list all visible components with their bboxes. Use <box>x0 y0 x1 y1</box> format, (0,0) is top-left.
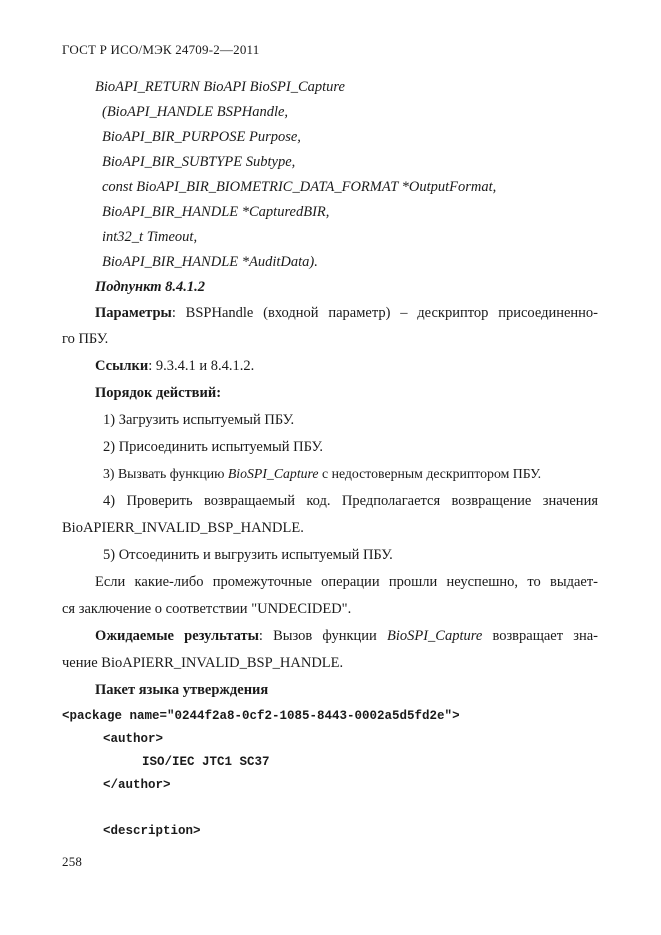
signature-line: BioAPI_BIR_PURPOSE Purpose, <box>102 129 301 145</box>
parameters-line <box>95 305 598 322</box>
xml-package-open: <package name="0244f2a8-0cf2-1085-8443-0002a5d5fd2e"> <box>62 709 460 723</box>
procedure-step: 5) Отсоединить и выгрузить испытуемый ПБУ. <box>103 547 393 563</box>
parameters-label: Параметры <box>95 305 172 321</box>
package-heading: Пакет языка утверждения <box>95 682 269 698</box>
undecided-line: Если какие-либо промежуточные операции прошли неуспешно, то выдает- <box>95 574 598 590</box>
procedure-step: 4) Проверить возвращаемый код. Предполагается возвращение значения <box>103 493 598 509</box>
step3-suffix: с недостоверным дескриптором ПБУ. <box>318 466 542 481</box>
procedure-heading: Порядок действий: <box>95 385 222 401</box>
signature-line: (BioAPI_HANDLE BSPHandle, <box>102 104 289 120</box>
expected-results-line-2: чение BioAPIERR_INVALID_BSP_HANDLE. <box>62 655 344 671</box>
procedure-step-cont: BioAPIERR_INVALID_BSP_HANDLE. <box>62 520 304 536</box>
signature-line: BioAPI_BIR_SUBTYPE Subtype, <box>102 154 296 170</box>
procedure-step: 2) Присоединить испытуемый ПБУ. <box>103 439 323 455</box>
step3-function: BioSPI_Capture <box>227 466 319 481</box>
procedure-step: 1) Загрузить испытуемый ПБУ. <box>103 412 295 428</box>
signature-line: BioAPI_BIR_HANDLE *CapturedBIR, <box>102 204 330 220</box>
expected-results-line <box>95 628 598 645</box>
page-number: 258 <box>62 854 83 869</box>
xml-author-value: ISO/IEC JTC1 SC37 <box>142 755 270 769</box>
subclause-heading: Подпункт 8.4.1.2 <box>95 279 206 295</box>
xml-author-open: <author> <box>103 732 164 746</box>
references-text: : 9.3.4.1 и 8.4.1.2. <box>148 358 255 374</box>
signature-line: int32_t Timeout, <box>102 229 198 245</box>
expected-text-a: : Вызов функции <box>258 628 387 644</box>
expected-results-label: Ожидаемые результаты <box>95 628 259 644</box>
xml-author-close: </author> <box>103 778 171 792</box>
xml-description-open: <description> <box>103 824 201 838</box>
references-label: Ссылки <box>95 358 149 374</box>
expected-function: BioSPI_Capture <box>386 628 483 644</box>
parameters-line-2: го ПБУ. <box>62 331 109 347</box>
document-header: ГОСТ Р ИСО/МЭК 24709-2—2011 <box>62 42 260 57</box>
signature-line: BioAPI_RETURN BioAPI BioSPI_Capture <box>95 79 345 95</box>
expected-text-b: возвращает зна- <box>482 628 598 644</box>
signature-line: const BioAPI_BIR_BIOMETRIC_DATA_FORMAT *OutputFormat, <box>102 179 497 195</box>
undecided-line-2: ся заключение о соответствии "UNDECIDED". <box>62 601 352 617</box>
parameters-text: : BSPHandle (входной параметр) – дескриптор присоединенно- <box>171 305 598 321</box>
signature-line: BioAPI_BIR_HANDLE *AuditData). <box>102 254 318 270</box>
step3-prefix: 3) Вызвать функцию <box>103 466 228 481</box>
procedure-step <box>103 466 541 482</box>
references-line <box>95 358 254 375</box>
